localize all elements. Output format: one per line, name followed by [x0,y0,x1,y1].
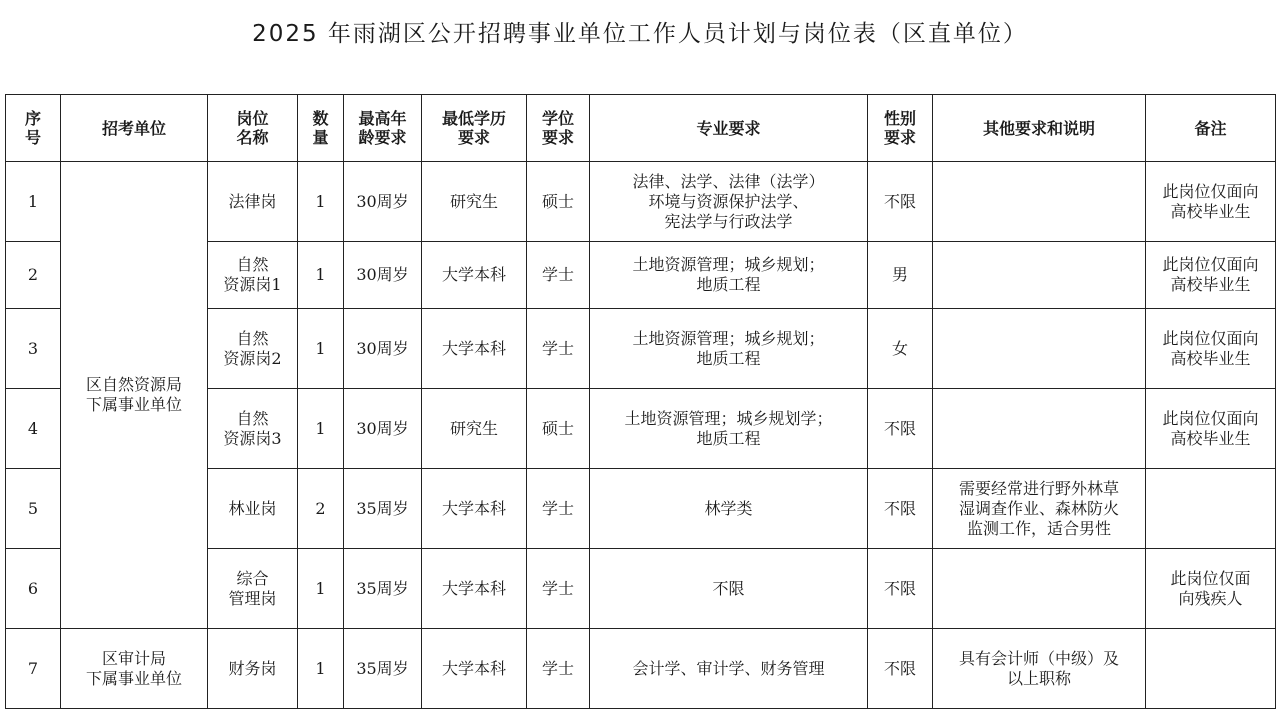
header-note: 备注 [1146,95,1276,162]
cell-post: 自然 资源岗2 [208,309,298,389]
header-major: 专业要求 [590,95,868,162]
cell-seq: 3 [6,309,61,389]
cell-degree: 硕士 [527,162,590,242]
cell-unit-audit: 区审计局 下属事业单位 [61,629,208,709]
cell-note: 此岗位仅面 向残疾人 [1146,549,1276,629]
cell-age: 35周岁 [344,549,422,629]
cell-education: 研究生 [422,389,527,469]
header-other: 其他要求和说明 [933,95,1146,162]
cell-count: 1 [298,242,344,309]
cell-count: 2 [298,469,344,549]
job-plan-table [5,94,1276,709]
cell-degree: 硕士 [527,389,590,469]
cell-seq: 6 [6,549,61,629]
cell-post: 综合 管理岗 [208,549,298,629]
cell-gender: 男 [868,242,933,309]
cell-education: 大学本科 [422,469,527,549]
cell-age: 30周岁 [344,309,422,389]
cell-major: 土地资源管理；城乡规划； 地质工程 [590,309,868,389]
cell-major: 不限 [590,549,868,629]
cell-degree: 学士 [527,629,590,709]
header-degree: 学位 要求 [527,95,590,162]
cell-gender: 女 [868,309,933,389]
cell-education: 大学本科 [422,309,527,389]
cell-note: 此岗位仅面向 高校毕业生 [1146,162,1276,242]
cell-education: 研究生 [422,162,527,242]
cell-other: 具有会计师（中级）及 以上职称 [933,629,1146,709]
cell-post: 自然 资源岗1 [208,242,298,309]
cell-count: 1 [298,629,344,709]
cell-other [933,309,1146,389]
cell-other: 需要经常进行野外林草 湿调查作业、森林防火 监测工作，适合男性 [933,469,1146,549]
cell-education: 大学本科 [422,242,527,309]
header-post: 岗位 名称 [208,95,298,162]
header-count: 数 量 [298,95,344,162]
cell-post: 自然 资源岗3 [208,389,298,469]
cell-seq: 2 [6,242,61,309]
cell-count: 1 [298,162,344,242]
cell-age: 30周岁 [344,389,422,469]
cell-degree: 学士 [527,549,590,629]
cell-note [1146,469,1276,549]
cell-other [933,549,1146,629]
cell-degree: 学士 [527,242,590,309]
table-row [6,629,1276,709]
cell-seq: 1 [6,162,61,242]
cell-major: 土地资源管理；城乡规划； 地质工程 [590,242,868,309]
table-header-row [6,95,1276,162]
header-education: 最低学历 要求 [422,95,527,162]
header-unit: 招考单位 [61,95,208,162]
cell-age: 30周岁 [344,162,422,242]
cell-other [933,242,1146,309]
cell-age: 35周岁 [344,629,422,709]
cell-age: 35周岁 [344,469,422,549]
table-row [6,162,1276,242]
cell-gender: 不限 [868,549,933,629]
cell-note: 此岗位仅面向 高校毕业生 [1146,389,1276,469]
cell-seq: 7 [6,629,61,709]
cell-note: 此岗位仅面向 高校毕业生 [1146,242,1276,309]
header-gender: 性别 要求 [868,95,933,162]
cell-major: 土地资源管理；城乡规划学； 地质工程 [590,389,868,469]
cell-post: 法律岗 [208,162,298,242]
page-title: 2025 年雨湖区公开招聘事业单位工作人员计划与岗位表（区直单位） [252,21,1028,47]
cell-gender: 不限 [868,469,933,549]
cell-seq: 5 [6,469,61,549]
cell-note: 此岗位仅面向 高校毕业生 [1146,309,1276,389]
cell-count: 1 [298,389,344,469]
cell-gender: 不限 [868,389,933,469]
cell-note [1146,629,1276,709]
cell-post: 财务岗 [208,629,298,709]
cell-post: 林业岗 [208,469,298,549]
cell-gender: 不限 [868,629,933,709]
cell-major: 法律、法学、法律（法学） 环境与资源保护法学、 宪法学与行政法学 [590,162,868,242]
header-seq: 序 号 [6,95,61,162]
cell-major: 林学类 [590,469,868,549]
cell-other [933,162,1146,242]
cell-unit-natural-resources: 区自然资源局 下属事业单位 [61,162,208,629]
cell-degree: 学士 [527,469,590,549]
cell-gender: 不限 [868,162,933,242]
cell-count: 1 [298,549,344,629]
cell-other [933,389,1146,469]
header-age: 最高年 龄要求 [344,95,422,162]
cell-major: 会计学、审计学、财务管理 [590,629,868,709]
cell-education: 大学本科 [422,629,527,709]
cell-education: 大学本科 [422,549,527,629]
cell-count: 1 [298,309,344,389]
cell-degree: 学士 [527,309,590,389]
cell-seq: 4 [6,389,61,469]
cell-age: 30周岁 [344,242,422,309]
